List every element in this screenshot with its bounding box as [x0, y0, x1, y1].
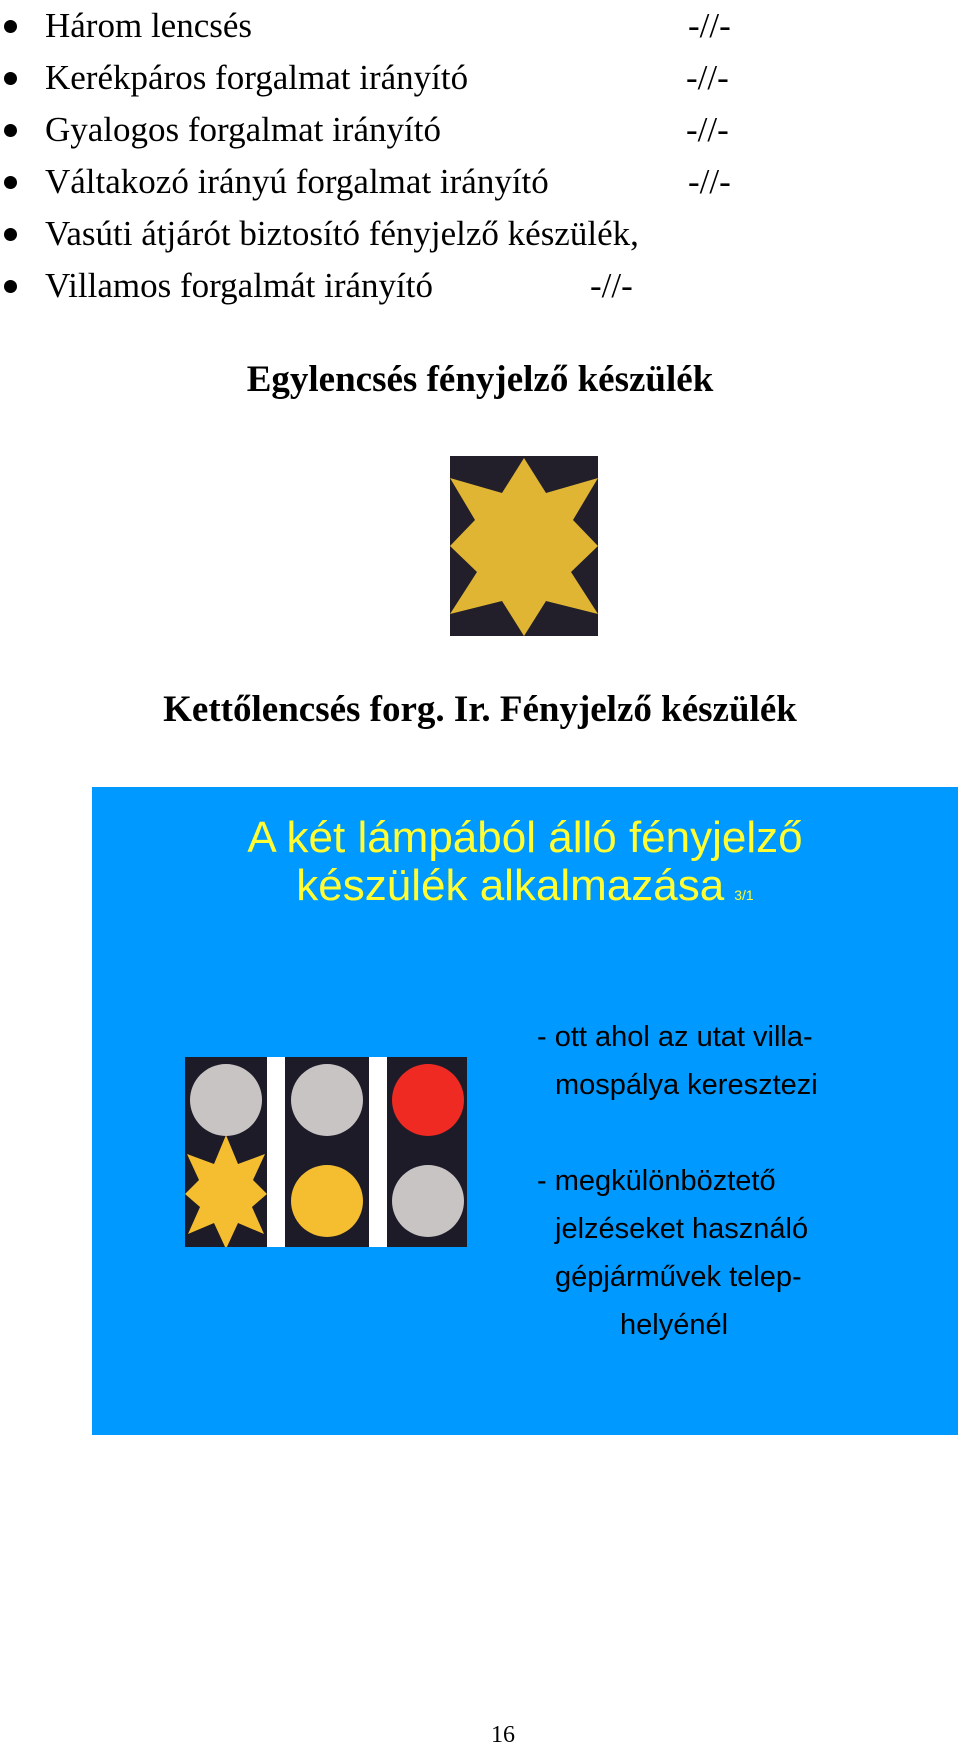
- bullet-list: [0, 0, 960, 312]
- list-item-text: Villamos forgalmát irányító: [45, 266, 434, 305]
- list-item-suffix: -//-: [686, 58, 729, 97]
- list-item-suffix: -//-: [590, 266, 633, 305]
- list-item-suffix: -//-: [688, 162, 731, 201]
- panel-title-sup: 3/1: [734, 887, 754, 903]
- lamp-grey: [190, 1064, 262, 1136]
- list-item-text: Gyalogos forgalmat irányító: [45, 110, 441, 149]
- list-item-text: Kerékpáros forgalmat irányító: [45, 58, 469, 97]
- panel-title-line1: A két lámpából álló fényjelző: [247, 813, 803, 862]
- bullet-dot: [4, 72, 17, 85]
- bullet-dot: [4, 228, 17, 241]
- page-number: 16: [491, 1722, 515, 1748]
- bullet-dot: [4, 280, 17, 293]
- flashing-star-signal-icon: [450, 456, 598, 636]
- bullet-dot: [4, 124, 17, 137]
- panel-title-text: készülék alkalmazása: [296, 861, 725, 910]
- list-item: [0, 0, 960, 52]
- list-item: [0, 104, 960, 156]
- panel-text-bullet2-line4: helyénél: [620, 1309, 729, 1341]
- heading-double-lens: Kettőlencsés forg. Ir. Fényjelző készülék: [163, 689, 797, 730]
- bullet-dot: [4, 176, 17, 189]
- list-item: [0, 208, 960, 260]
- heading-single-lens: Egylencsés fényjelző készülék: [246, 359, 714, 400]
- panel-text-bullet1-line2: mospálya keresztezi: [555, 1069, 818, 1101]
- lamp-grey: [392, 1165, 464, 1237]
- panel-text-bullet2-line3: gépjárművek telep-: [555, 1261, 802, 1293]
- lamp-yellow: [291, 1165, 363, 1237]
- list-item: [0, 52, 960, 104]
- list-item-suffix: -//-: [688, 6, 731, 45]
- list-item: [0, 156, 960, 208]
- panel-text-bullet2-line1: - megkülönböztető: [537, 1165, 776, 1197]
- list-item-suffix: -//-: [686, 110, 729, 149]
- two-lamp-signal-icon: [185, 1057, 467, 1247]
- panel-title-line2: [92, 861, 958, 911]
- slide-panel: [92, 787, 958, 1435]
- lamp-grey: [291, 1064, 363, 1136]
- list-item-text: Három lencsés: [45, 6, 253, 45]
- list-item: [0, 260, 960, 312]
- signal-separator: [267, 1057, 285, 1247]
- panel-text-bullet2-line2: jelzéseket használó: [555, 1213, 809, 1245]
- lamp-red: [392, 1064, 464, 1136]
- list-item-text: Vasúti átjárót biztosító fényjelző készülék,: [45, 214, 639, 253]
- panel-text-bullet1-line1: - ott ahol az utat villa-: [537, 1021, 813, 1053]
- list-item-text: Váltakozó irányú forgalmat irányító: [45, 162, 549, 201]
- signal-separator: [369, 1057, 387, 1247]
- bullet-dot: [4, 20, 17, 33]
